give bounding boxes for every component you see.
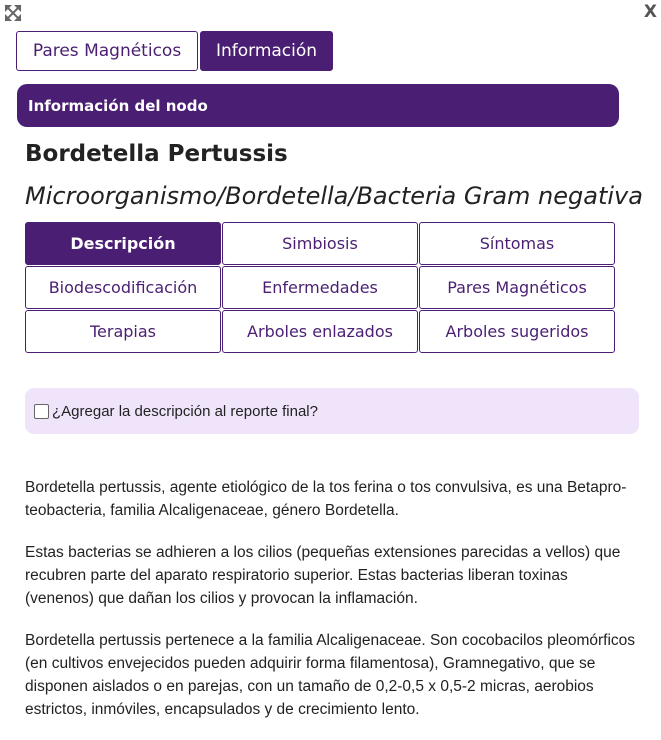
subtab-sintomas[interactable]: Síntomas (419, 222, 615, 265)
sub-tab-grid (25, 222, 615, 353)
section-header (17, 84, 619, 127)
subtab-descripcion[interactable]: Descripción (25, 222, 221, 265)
subtab-simbiosis[interactable]: Simbiosis (222, 222, 418, 265)
report-option (25, 388, 639, 434)
top-tab-bar (16, 31, 333, 71)
subtab-enfermedades[interactable]: Enfermedades (222, 266, 418, 309)
report-checkbox-label[interactable]: ¿Agregar la descripción al reporte final? (52, 402, 318, 420)
subtab-pares-magneticos[interactable]: Pares Magnéticos (419, 266, 615, 309)
description-paragraph: Bordetella pertussis pertenece a la familia Alcaligenaceae. Son cocobacilos pleomórficos (en cultivos envejecidos pueden adquirir forma filamentosa), Gramnegativo, que se disponen aislados o en parejas, con un tamaño de 0,2-0,5 x 0,5-2 micras, aerobios estrictos, inmóviles, encapsulados y de crecimiento lento. (25, 632, 636, 718)
subtab-biodescodificacion[interactable]: Biodescodificación (25, 266, 221, 309)
close-button[interactable]: X (643, 2, 657, 22)
node-title: Bordetella Pertussis (25, 141, 288, 167)
expand-arrows-icon[interactable] (4, 4, 22, 22)
subtab-arboles-enlazados[interactable]: Arboles enlazados (222, 310, 418, 353)
description-paragraph: Estas bacterias se adhieren a los cilios (pequeñas extensiones parecidas a vellos) que recubren parte del aparato respiratorio superior. Estas bacterias liberan toxinas (venenos) que dañan los cilios y provocan la inflamación. (25, 544, 621, 607)
section-header-title: Información del nodo (28, 96, 208, 115)
description-text (25, 476, 639, 740)
tab-pares-magneticos[interactable]: Pares Magnéticos (16, 31, 198, 71)
node-path: Microorganismo/Bordetella/Bacteria Gram negativa (25, 182, 643, 210)
subtab-arboles-sugeridos[interactable]: Arboles sugeridos (419, 310, 615, 353)
description-paragraph: Bordetella pertussis, agente etiológico de la tos ferina o tos convulsiva, es una Betaproteobacteria, familia Alcaligenaceae, género Bordetella. (25, 479, 627, 519)
tab-informacion[interactable]: Información (200, 31, 333, 71)
report-checkbox[interactable] (34, 404, 49, 419)
subtab-terapias[interactable]: Terapias (25, 310, 221, 353)
